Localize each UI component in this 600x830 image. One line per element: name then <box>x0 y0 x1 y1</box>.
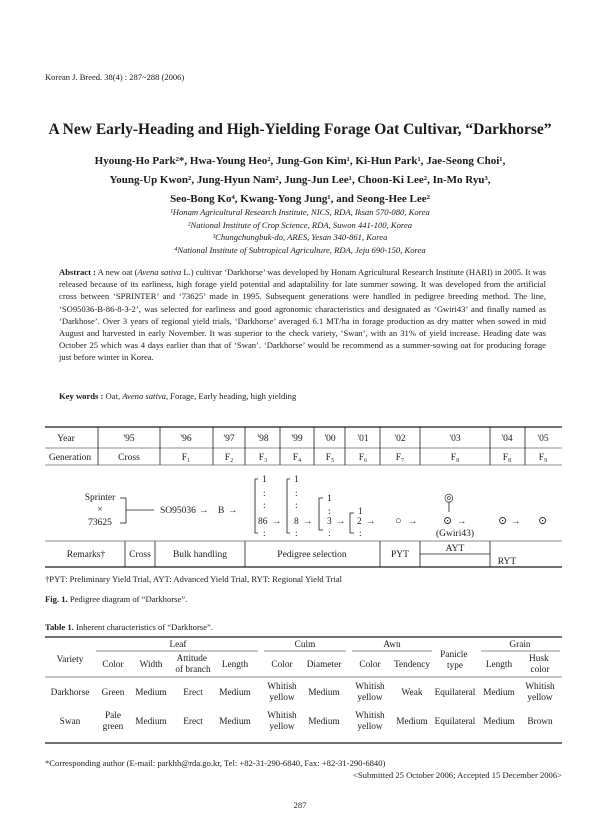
remark-ryt: RYT <box>497 557 517 567</box>
line-number: 1 <box>358 507 363 517</box>
target-circle-icon: ◎ <box>444 492 454 504</box>
table-cell-line: yellow <box>269 693 295 703</box>
journal-citation: Korean J. Breed. 38(4) : 287~288 (2006) <box>45 72 185 82</box>
affiliation: ¹Honam Agricultural Research Institute, NICS, RDA, Iksan 570-080, Korea <box>170 207 430 217</box>
table-cell: Medium <box>135 717 167 727</box>
subheader: Length <box>221 660 249 670</box>
generation-label: Generation <box>48 453 92 463</box>
paper-title: A New Early-Heading and High-Yielding Forage Oat Cultivar, “Darkhorse” <box>48 121 552 138</box>
dot-circle-icon: ⊙ <box>443 515 453 527</box>
keywords-text: Oat, <box>103 391 123 401</box>
line-number: 8 <box>294 517 299 527</box>
table-cell-line: green <box>102 722 124 732</box>
dots: : <box>263 501 266 511</box>
table-cell <box>525 682 555 703</box>
dots: : <box>295 489 298 499</box>
dots: : <box>295 529 298 539</box>
year-cell: '96 <box>180 434 192 444</box>
abstract-text: L.) cultivar ‘Darkhorse’ was developed by Honam Agricultural Research Institute (HARI) in 2005. It was released because of its earliness, high forage yield potential and adaptability for late summer sowing. It was developed from the artificial cross between ‘SPRINTER’ and ‘73625’ made in 1995. Subsequent generations were handled in pedigree breeding method. The line, ‘SO95036-B-86-8-3-2’, was selected for earliness and good agronomic characteristics and designated as ‘Gwiri43’ and finally named as ‘Darkhose’. Over 3 years of regional yield trials, ‘Darkhorse’ averaged 6.1 MT/ha in forage production as dry matter when sowed in mid August and harvested in early November. It was superior to the check variety, ‘Swan’, with an 31% of yield increase. Heading date was October 25 which was 4 days earlier than that of ‘Swan’. ‘Darkhorse’ would be recommend as a summer-sowing oat for producing forage just before winter in Korea. <box>59 267 546 363</box>
generation-cell: F₄ <box>292 453 302 463</box>
table-cell-line: yellow <box>357 722 383 732</box>
species-name: Avena sativa <box>122 391 166 401</box>
generation-cell: F₆ <box>358 453 368 463</box>
arrow: → <box>457 517 467 527</box>
table-cell: Equilateral <box>434 717 476 727</box>
group-awn: Awn <box>383 640 401 650</box>
table-cell: Weak <box>401 688 423 698</box>
year-cell: '00 <box>324 434 336 444</box>
table-cell-line: yellow <box>527 693 553 703</box>
dot-circle-icon: ⊙ <box>538 515 548 527</box>
table-cell-line: Whitish <box>525 682 555 692</box>
table-caption-text: Inherent characteristics of “Darkhorse”. <box>73 622 213 632</box>
table-cell: Medium <box>308 688 340 698</box>
table-cell: Brown <box>527 717 553 727</box>
dot-circle-icon: ⊙ <box>498 515 508 527</box>
variety-header: Variety <box>56 655 84 665</box>
dots: : <box>295 501 298 511</box>
table-cell-line: Pale <box>104 711 122 721</box>
remarks-label: Remarks† <box>66 550 106 560</box>
footnote-dagger: †PYT: Preliminary Yield Trial, AYT: Advanced Yield Trial, RYT: Regional Yield Trial <box>45 574 343 584</box>
year-label: Year <box>57 434 75 444</box>
table-cell: Medium <box>219 688 251 698</box>
panicle-header-line-1: Panicle <box>440 650 468 660</box>
line-number: 1 <box>294 475 299 485</box>
subheader: Diameter <box>306 660 342 670</box>
group-culm: Culm <box>294 640 316 650</box>
generation-cell: F₃ <box>258 453 268 463</box>
bulk-b: B <box>218 506 225 516</box>
year-cell: '95 <box>123 434 135 444</box>
subheader: Tendency <box>393 660 431 670</box>
affiliation: ⁴National Institute of Subtropical Agriculture, RDA, Jeju 690-150, Korea <box>174 244 426 255</box>
line-number: 1 <box>327 494 332 504</box>
table-cell <box>267 682 297 703</box>
arrow: → <box>366 517 376 527</box>
page-number: 287 <box>293 800 307 810</box>
group-leaf: Leaf <box>169 640 187 650</box>
species-name: Avena sativa <box>137 267 182 277</box>
year-cell: '99 <box>291 434 303 444</box>
subheader: Color <box>359 660 381 670</box>
table-cell <box>355 711 385 732</box>
open-circle-icon: ○ <box>395 515 402 527</box>
remark-pedigree: Pedigree selection <box>277 550 347 560</box>
arrow: → <box>336 517 346 527</box>
subheader: Color <box>271 660 293 670</box>
keywords-text: , Forage, Early heading, high yielding <box>165 391 297 401</box>
table-cell: Equilateral <box>434 688 476 698</box>
subheader: Length <box>485 660 513 670</box>
table-cell <box>355 682 385 703</box>
table-cell-line: yellow <box>269 722 295 732</box>
table-cell-line: Whitish <box>267 711 297 721</box>
year-cell: '05 <box>537 434 549 444</box>
generation-cell: F₉ <box>538 453 548 463</box>
group-grain: Grain <box>509 640 531 650</box>
line-number: 2 <box>357 517 362 527</box>
subheader-husk-line-2: color <box>530 665 550 675</box>
submission-dates: <Submitted 25 October 2006; Accepted 15 December 2006> <box>353 770 562 780</box>
table-cell-line: Whitish <box>355 682 385 692</box>
corresponding-author: *Corresponding author (E-mail: parkhh@rda.go.kr, Tel: +82-31-290-6840, Fax: +82-31-290-6840) <box>45 758 386 768</box>
dots: : <box>328 529 331 539</box>
gwiri-label: (Gwiri43) <box>436 529 474 539</box>
table-cell: Medium <box>396 717 428 727</box>
figure-caption-text: Pedigree diagram of “Darkhorse”. <box>67 594 188 604</box>
table-label: Table 1. <box>45 622 74 632</box>
arrow: → <box>199 506 209 516</box>
remark-pyt: PYT <box>391 550 409 560</box>
year-cell: '97 <box>223 434 235 444</box>
table-cell: Medium <box>308 717 340 727</box>
author-line: Young-Up Kwon², Jung-Hyun Nam², Jung-Jun Lee¹, Choon-Ki Lee², In-Mo Ryu³, <box>109 174 491 186</box>
subheader: Width <box>139 660 163 670</box>
remark-bulk: Bulk handling <box>172 550 228 560</box>
panicle-header-line-2: type <box>446 661 464 671</box>
arrow: → <box>228 506 238 516</box>
author-line: Hyoung-Ho Park²*, Hwa-Young Heo², Jung-Gon Kim¹, Ki-Hun Park¹, Jae-Seong Choi¹, <box>94 155 506 167</box>
table-cell: Erect <box>183 688 203 698</box>
year-cell: '03 <box>449 434 461 444</box>
table-cell-line: Whitish <box>355 711 385 721</box>
author-line: Seo-Bong Ko⁴, Kwang-Yong Jung¹, and Seong-Hee Lee² <box>170 193 430 205</box>
table-cell: Medium <box>483 717 515 727</box>
generation-cell: F₈ <box>502 453 512 463</box>
generation-cell: Cross <box>118 453 140 463</box>
arrow: → <box>511 517 521 527</box>
cross-symbol: × <box>97 505 103 515</box>
table-cell <box>267 711 297 732</box>
table-cell: Medium <box>483 688 515 698</box>
affiliation: ²National Institute of Crop Science, RDA, Suwon 441-100, Korea <box>187 219 413 230</box>
arrow: → <box>408 517 418 527</box>
year-cell: '04 <box>501 434 513 444</box>
year-cell: '98 <box>257 434 269 444</box>
generation-cell: F₂ <box>224 453 234 463</box>
remark-ayt: AYT <box>445 544 465 554</box>
cross-name: SO95036 <box>160 506 196 516</box>
panicle-header <box>440 650 470 671</box>
affiliation: ³Chungchungbuk-do, ARES, Yesan 340-861, Korea <box>212 232 388 243</box>
table-cell <box>103 711 124 732</box>
subheader-husk <box>529 654 551 675</box>
arrow: → <box>303 517 313 527</box>
keywords-label: Key words : <box>59 391 104 401</box>
table-body <box>51 682 555 732</box>
abstract-label: Abstract : <box>59 267 96 277</box>
table-cell: Medium <box>219 717 251 727</box>
table-cell: Erect <box>183 717 203 727</box>
subheader-husk-line-1: Husk <box>529 654 549 664</box>
figure-label: Fig. 1. <box>45 594 68 604</box>
variety-cell: Darkhorse <box>50 688 90 698</box>
line-number: 86 <box>258 517 268 527</box>
dots: : <box>263 489 266 499</box>
parent-1: Sprinter <box>84 493 116 503</box>
parent-2: 73625 <box>88 518 112 528</box>
year-cell: '02 <box>394 434 406 444</box>
dots: : <box>359 529 362 539</box>
subheader-attitude-line-1: Attitude <box>176 654 208 664</box>
table-cell-line: Whitish <box>267 682 297 692</box>
subheader-attitude-line-2: of branch <box>175 665 211 675</box>
table-cell-line: yellow <box>357 693 383 703</box>
remark-cross: Cross <box>129 550 151 560</box>
abstract-text: A new oat ( <box>96 267 138 277</box>
table-cell: Green <box>101 688 125 698</box>
line-number: 1 <box>262 475 267 485</box>
generation-cell: F₁ <box>181 453 191 463</box>
year-cell: '01 <box>357 434 369 444</box>
subheader: Color <box>102 660 124 670</box>
dots: : <box>328 507 331 517</box>
variety-cell: Swan <box>59 717 81 727</box>
generation-cell: F₅ <box>325 453 335 463</box>
table-cell: Medium <box>135 688 167 698</box>
dots: : <box>263 529 266 539</box>
arrow: → <box>272 517 282 527</box>
generation-cell: F₈ <box>450 453 460 463</box>
line-number: 3 <box>327 517 332 527</box>
subheader-attitude <box>175 654 211 675</box>
generation-cell: F₇ <box>395 453 405 463</box>
